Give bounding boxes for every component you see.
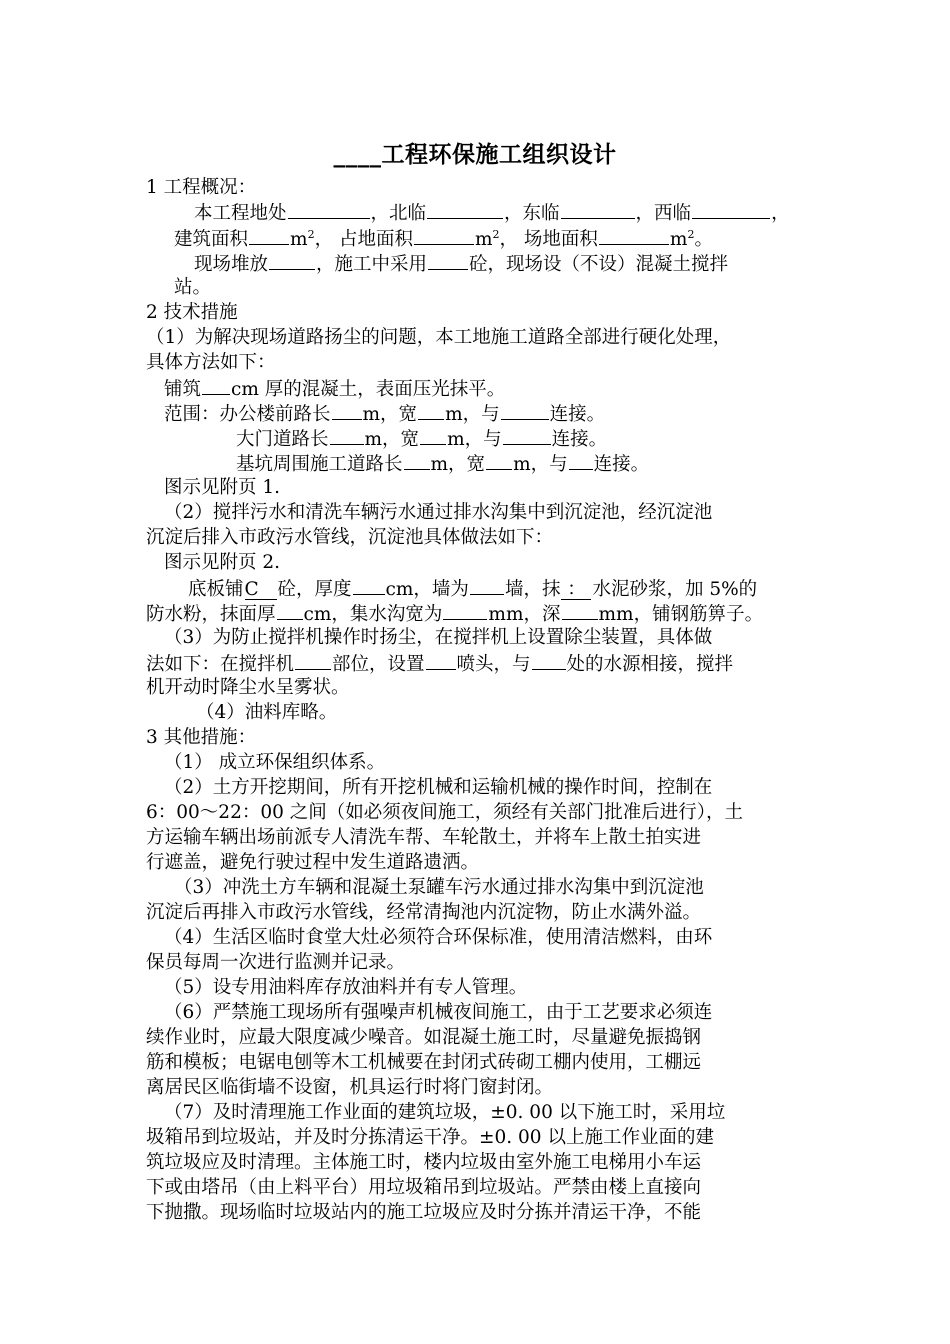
paragraph-line: [164, 401, 605, 427]
text-run: cm 厚的混凝土，表面压光抹平。: [231, 379, 506, 400]
paragraph-line: 6：00～22：00 之间（如必须夜间施工，须经有关部门批准后进行），土: [146, 802, 744, 823]
text-run: m，宽: [430, 454, 486, 475]
paragraph-line: 行遮盖，避免行驶过程中发生道路遗洒。: [146, 852, 480, 873]
text-run: m: [474, 229, 493, 250]
blank-field: [288, 200, 370, 219]
blank-field-filled: C: [245, 581, 277, 600]
paragraph-line: 图示见附页 1.: [164, 477, 281, 498]
paragraph-line: （3）冲洗土方车辆和混凝土泵罐车污水通过排水沟集中到沉淀池: [174, 877, 704, 898]
paragraph-line: （3）为防止搅拌机操作时扬尘，在搅拌机上设置除尘装置，具体做: [164, 627, 713, 648]
paragraph-line: [236, 426, 607, 452]
paragraph-line: 离居民区临街墙不设窗，机具运行时将门窗封闭。: [146, 1077, 554, 1098]
blank-field: [503, 426, 551, 445]
text-run: m: [669, 229, 688, 250]
text-run: ，西临: [635, 203, 692, 224]
blank-field: [420, 426, 446, 445]
blank-field: [470, 576, 504, 595]
text-run: mm，深: [488, 604, 561, 625]
paragraph-line: [146, 651, 733, 677]
paragraph-line: 续作业时，应最大限度减少噪音。如混凝土施工时，尽量避免振捣钢: [146, 1027, 702, 1048]
paragraph-line: 站。: [174, 277, 212, 298]
superscript: 2: [492, 227, 500, 241]
text-run: 底板铺: [188, 579, 244, 600]
superscript: 2: [687, 227, 695, 241]
paragraph-line: 下或由塔吊（由上料平台）用垃圾箱吊到垃圾站。严禁由楼上直接向: [146, 1177, 702, 1198]
text-run: m，与: [513, 454, 568, 475]
text-run: 连接。: [549, 404, 606, 425]
text-run: mm，铺钢筋箅子。: [598, 604, 764, 625]
blank-field: [443, 601, 487, 620]
paragraph-line: [146, 601, 763, 627]
section-2-heading: 2 技术措施: [146, 302, 238, 323]
paragraph-line: （1） 成立环保组织体系。: [164, 752, 386, 773]
text-run: 部位，设置: [332, 654, 425, 675]
text-run: m: [290, 229, 308, 250]
text-run: m，宽: [364, 429, 420, 450]
blank-field-filled: ：: [561, 581, 591, 600]
text-run: 喷头，与: [456, 654, 531, 675]
text-run: 处的水源相接，搅拌: [566, 654, 734, 675]
page-title: ____工程环保施工组织设计: [333, 141, 617, 168]
blank-field: [249, 226, 289, 245]
paragraph-line: 下抛撒。现场临时垃圾站内的施工垃圾应及时分拣并清运干净，不能: [146, 1202, 702, 1223]
blank-field: [426, 651, 456, 670]
blank-field: [414, 226, 474, 245]
blank-field: [202, 376, 230, 395]
text-run: ，北临: [370, 203, 427, 224]
blank-field: [569, 451, 593, 470]
blank-field: [332, 401, 362, 420]
text-run: cm，集水沟宽为: [303, 604, 443, 625]
text-run: ， 场地面积: [499, 229, 598, 250]
text-run: m，与: [445, 404, 500, 425]
paragraph-line: （4）油料库略。: [196, 702, 338, 723]
paragraph-line: 圾箱吊到垃圾站，并及时分拣清运干净。±0. 00 以上施工作业面的建: [146, 1127, 714, 1148]
text-run: 铺筑: [164, 379, 202, 400]
blank-field: [427, 200, 503, 219]
paragraph-line: 筋和模板；电锯电刨等木工机械要在封闭式砖砌工棚内使用，工棚远: [146, 1052, 702, 1073]
text-run: 砼，现场设（不设）混凝土搅拌: [469, 254, 729, 275]
text-run: cm，墙为: [385, 579, 469, 600]
paragraph-line: [194, 251, 728, 277]
paragraph-line: 沉淀后再排入市政污水管线，经常清掏池内沉淀物，防止水满外溢。: [146, 902, 702, 923]
text-run: ，施工中采用: [316, 254, 428, 275]
blank-field: [418, 401, 444, 420]
paragraph-line: （6）严禁施工现场所有强噪声机械夜间施工，由于工艺要求必须连: [164, 1002, 713, 1023]
text-run: 建筑面积: [174, 229, 249, 250]
text-run: ，东临: [504, 203, 560, 224]
paragraph-line: 保员每周一次进行监测并记录。: [146, 952, 406, 973]
paragraph-line: （7）及时清理施工作业面的建筑垃圾，±0. 00 以下施工时，采用垃: [164, 1102, 726, 1123]
paragraph-line: [174, 226, 713, 252]
text-run: ， 占地面积: [314, 229, 413, 250]
paragraph-line: 方运输车辆出场前派专人清洗车帮、车轮散土，并将车上散土拍实进: [146, 827, 702, 848]
text-run: 本工程地处: [194, 203, 287, 224]
paragraph-line: （5）设专用油料库存放油料并有专人管理。: [164, 977, 528, 998]
blank-field: [486, 451, 512, 470]
blank-field: [532, 651, 566, 670]
text-run: 大门道路长: [236, 429, 329, 450]
blank-field: [330, 426, 364, 445]
section-3-heading: 3 其他措施：: [146, 727, 257, 748]
blank-field: [295, 651, 331, 670]
text-run: 砼，厚度: [277, 579, 352, 600]
blank-field: [599, 226, 669, 245]
blank-field: [428, 251, 468, 270]
text-run: 基坑周围施工道路长: [236, 454, 403, 475]
blank-field: [404, 451, 430, 470]
text-run: 连接。: [551, 429, 608, 450]
paragraph-line: 机开动时降尘水呈雾状。: [146, 677, 350, 698]
paragraph-line: [194, 200, 790, 226]
text-run: ，: [771, 203, 790, 224]
text-run: 防水粉，抹面厚: [146, 604, 276, 625]
blank-field: [561, 200, 635, 219]
paragraph-line: [236, 451, 649, 477]
paragraph-line: [164, 376, 505, 402]
paragraph-line: （4）生活区临时食堂大灶必须符合环保标准，使用清洁燃料，由环: [164, 927, 713, 948]
text-run: m，宽: [362, 404, 418, 425]
blank-field: [562, 601, 598, 620]
paragraph-line: 筑垃圾应及时清理。主体施工时，楼内垃圾由室外施工电梯用小车运: [146, 1152, 702, 1173]
blank-field: [692, 200, 770, 219]
blank-field: [269, 251, 315, 270]
blank-field: [277, 601, 303, 620]
paragraph-line: [188, 576, 757, 602]
paragraph-line: （2）土方开挖期间，所有开挖机械和运输机械的操作时间，控制在: [164, 777, 713, 798]
paragraph-line: （2）搅拌污水和清洗车辆污水通过排水沟集中到沉淀池，经沉淀池: [164, 502, 713, 523]
superscript: 2: [307, 227, 315, 241]
text-run: 水泥砂浆，加 5%的: [592, 579, 758, 600]
text-run: 法如下：在搅拌机: [146, 654, 295, 675]
text-run: 墙，抹: [504, 579, 561, 600]
paragraph-line: （1）为解决现场道路扬尘的问题，本工地施工道路全部进行硬化处理，: [146, 327, 732, 348]
paragraph-line: 图示见附页 2.: [164, 552, 281, 573]
text-run: 连接。: [593, 454, 650, 475]
text-run: m，与: [447, 429, 502, 450]
paragraph-line: 沉淀后排入市政污水管线，沉淀池具体做法如下：: [146, 527, 554, 548]
paragraph-line: 具体方法如下：: [146, 352, 276, 373]
section-1-heading: 1 工程概况：: [146, 177, 257, 198]
text-run: 范围：办公楼前路长: [164, 404, 331, 425]
blank-field: [353, 576, 385, 595]
text-run: 。: [694, 229, 713, 250]
text-run: 现场堆放: [194, 254, 269, 275]
blank-field: [501, 401, 549, 420]
